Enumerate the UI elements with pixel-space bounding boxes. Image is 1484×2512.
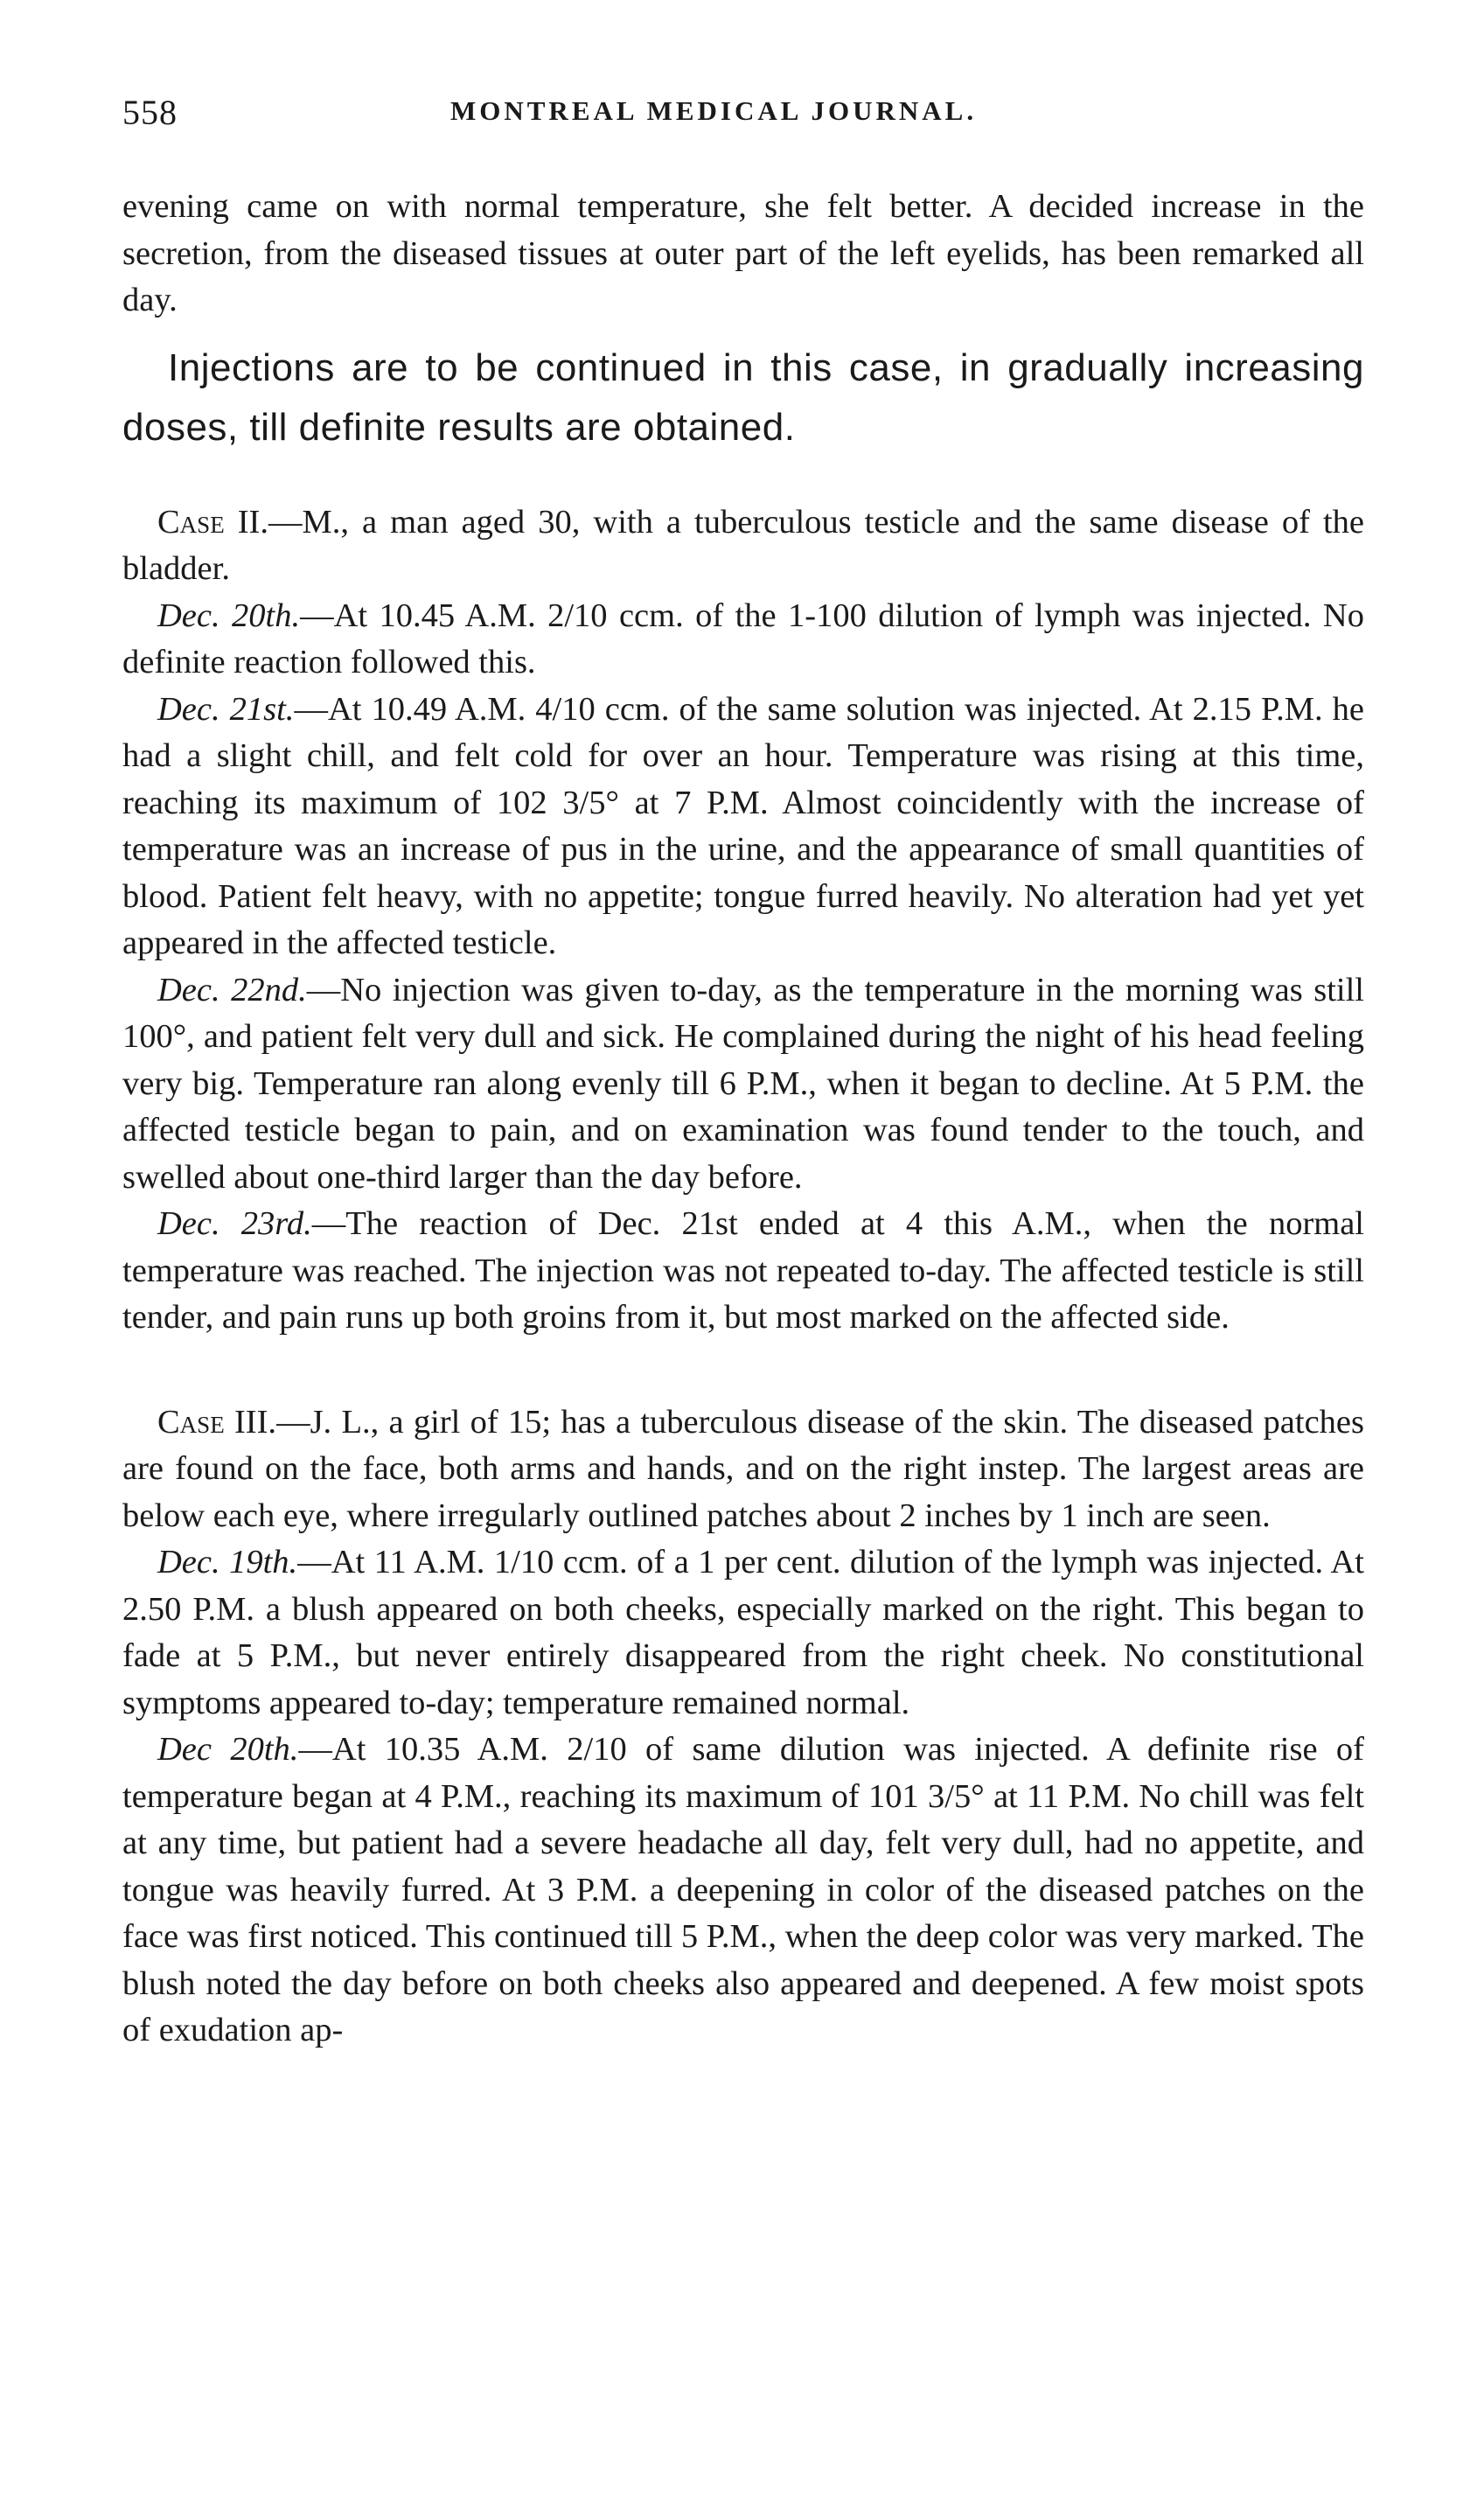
paragraph-case-2 (122, 499, 1364, 593)
entry-dec-20-case-3: —At 10.35 A.M. 2/10 of same dilution was injected. A definite rise of temperature began at 4 P.M., reaching its maximum of 101 3/5° at 11 P.M. No chill was felt at any time, but patient had a severe headache all day, felt very dull, had no appetite, and tongue was heavily furred. At 3 P.M. a deepening in color of the diseased patches on the face was first noticed. This continued till 5 P.M., when the deep color was very marked. The blush noted the day before on both cheeks also appeared and deepened. A few moist spots of exudation ap- (122, 1731, 1364, 2048)
paragraph-dec-20 (122, 593, 1364, 687)
date-dec-20: Dec. 20th. (157, 597, 301, 634)
article-body (122, 184, 1364, 2055)
case-2-label: Case II. (157, 503, 268, 541)
paragraph-dec-23 (122, 1201, 1364, 1342)
running-head (122, 92, 1364, 144)
date-dec-21: Dec. 21st. (157, 690, 295, 728)
paragraph-dec-20-case-3 (122, 1727, 1364, 2055)
date-dec-23: Dec. 23rd. (157, 1205, 312, 1242)
page-number: 558 (122, 93, 178, 132)
paragraph-injection-note: Injections are to be continued in this case, in gradually increasing doses, till definite results are obtained. (122, 345, 1364, 449)
case-2-intro: —M., a man aged 30, with a tuberculous testicle and the same disease of the bladder. (122, 503, 1364, 587)
journal-title: MONTREAL MEDICAL JOURNAL. (450, 95, 978, 126)
paragraph-dec-19 (122, 1539, 1364, 1727)
case-3-label: Case III. (157, 1403, 277, 1441)
paragraph-dec-22 (122, 967, 1364, 1202)
date-dec-20-case-3: Dec 20th. (157, 1731, 299, 1768)
date-dec-19: Dec. 19th. (157, 1544, 298, 1580)
case-3-intro: —J. L., a girl of 15; has a tuberculous disease of the skin. The diseased patches are found on the face, both arms and hands, and on the right instep. The largest areas are below each eye, where irregularly outlined patches about 2 inches by 1 inch are seen. (122, 1403, 1365, 1534)
paragraph-dec-21 (122, 687, 1364, 967)
entry-dec-21: —At 10.49 A.M. 4/10 ccm. of the same solution was injected. At 2.15 P.M. he had a slight chill, and felt cold for over an hour. Temperature was rising at this time, reaching its maximum of 102 3/5° at 7 P.M. Almost coincidently with the increase of temperature was an increase of pus in the urine, and the appearance of small quantities of blood. Patient felt heavy, with no appetite; tongue furred heavily. No alteration had yet yet appeared in the affected testicle. (122, 690, 1364, 961)
paragraph-continuation: evening came on with normal temperature, she felt better. A decided increase in the secretion, from the diseased tissues at outer part of the left eyelids, has been remarked all day. (122, 188, 1364, 318)
date-dec-22: Dec. 22nd. (157, 971, 307, 1008)
entry-dec-22: —No injection was given to-day, as the temperature in the morning was still 100°, and patient felt very dull and sick. He complained during the night of his head feeling very big. Temperature ran along evenly till 6 P.M., when it began to decline. At 5 P.M. the affected testicle began to pain, and on examination was found tender to the touch, and swelled about one-third larger than the day before. (122, 971, 1365, 1196)
entry-dec-23: —The reaction of Dec. 21st ended at 4 this A.M., when the normal temperature was reached. The injection was not repeated to-day. The affected testicle is still tender, and pain runs up both groins from it, but most marked on the affected side. (122, 1205, 1364, 1336)
entry-dec-19: —At 11 A.M. 1/10 ccm. of a 1 per cent. dilution of the lymph was injected. At 2.50 P.M. a blush appeared on both cheeks, especially marked on the right. This began to fade at 5 P.M., but never entirely disappeared from the right cheek. No constitutional symptoms appeared to-day; temperature remained normal. (122, 1544, 1364, 1721)
entry-dec-20: —At 10.45 A.M. 2/10 ccm. of the 1-100 dilution of lymph was injected. No definite reaction followed this. (122, 597, 1364, 680)
paragraph-case-3 (122, 1399, 1364, 1540)
